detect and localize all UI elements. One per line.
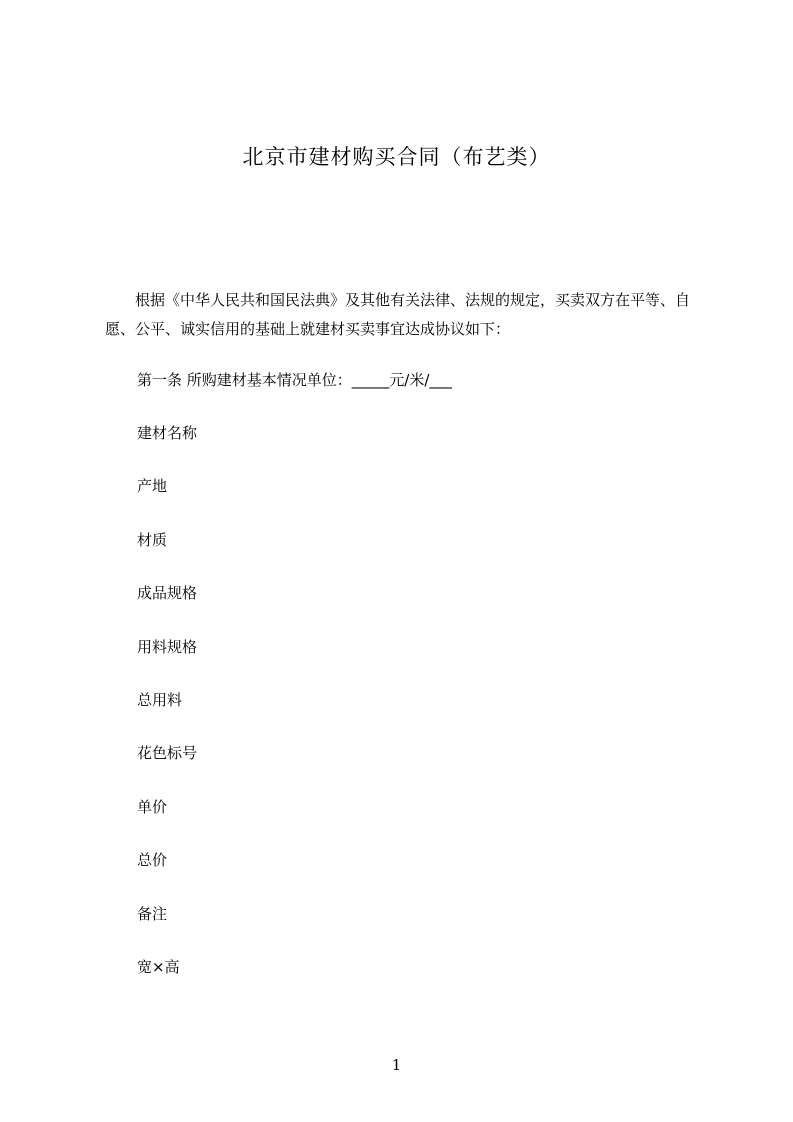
field-origin: 产地 <box>137 477 168 496</box>
page-number: 1 <box>391 1056 402 1074</box>
field-unit-price: 单价 <box>137 797 168 816</box>
field-finished-spec: 成品规格 <box>137 584 198 603</box>
field-total-price: 总价 <box>137 851 168 870</box>
article-1-heading: 第一条 所购建材基本情况单位：_____元/米/___ <box>137 371 452 389</box>
field-material-spec: 用料规格 <box>137 637 198 656</box>
field-width-height: 宽×高 <box>137 957 180 976</box>
field-pattern-code: 花色标号 <box>137 744 198 763</box>
intro-paragraph: 根据《中华人民共和国民法典》及其他有关法律、法规的规定，买卖双方在平等、自愿、公平、诚实信用的基础上就建材买卖事宜达成协议如下： <box>105 291 691 338</box>
field-total-material: 总用料 <box>137 690 183 709</box>
material-fields-list <box>137 420 197 1007</box>
field-remarks: 备注 <box>137 904 168 923</box>
field-material-name: 建材名称 <box>137 424 198 442</box>
document-title: 北京市建材购买合同（布艺类） <box>242 145 551 169</box>
field-material-quality: 材质 <box>137 530 168 549</box>
